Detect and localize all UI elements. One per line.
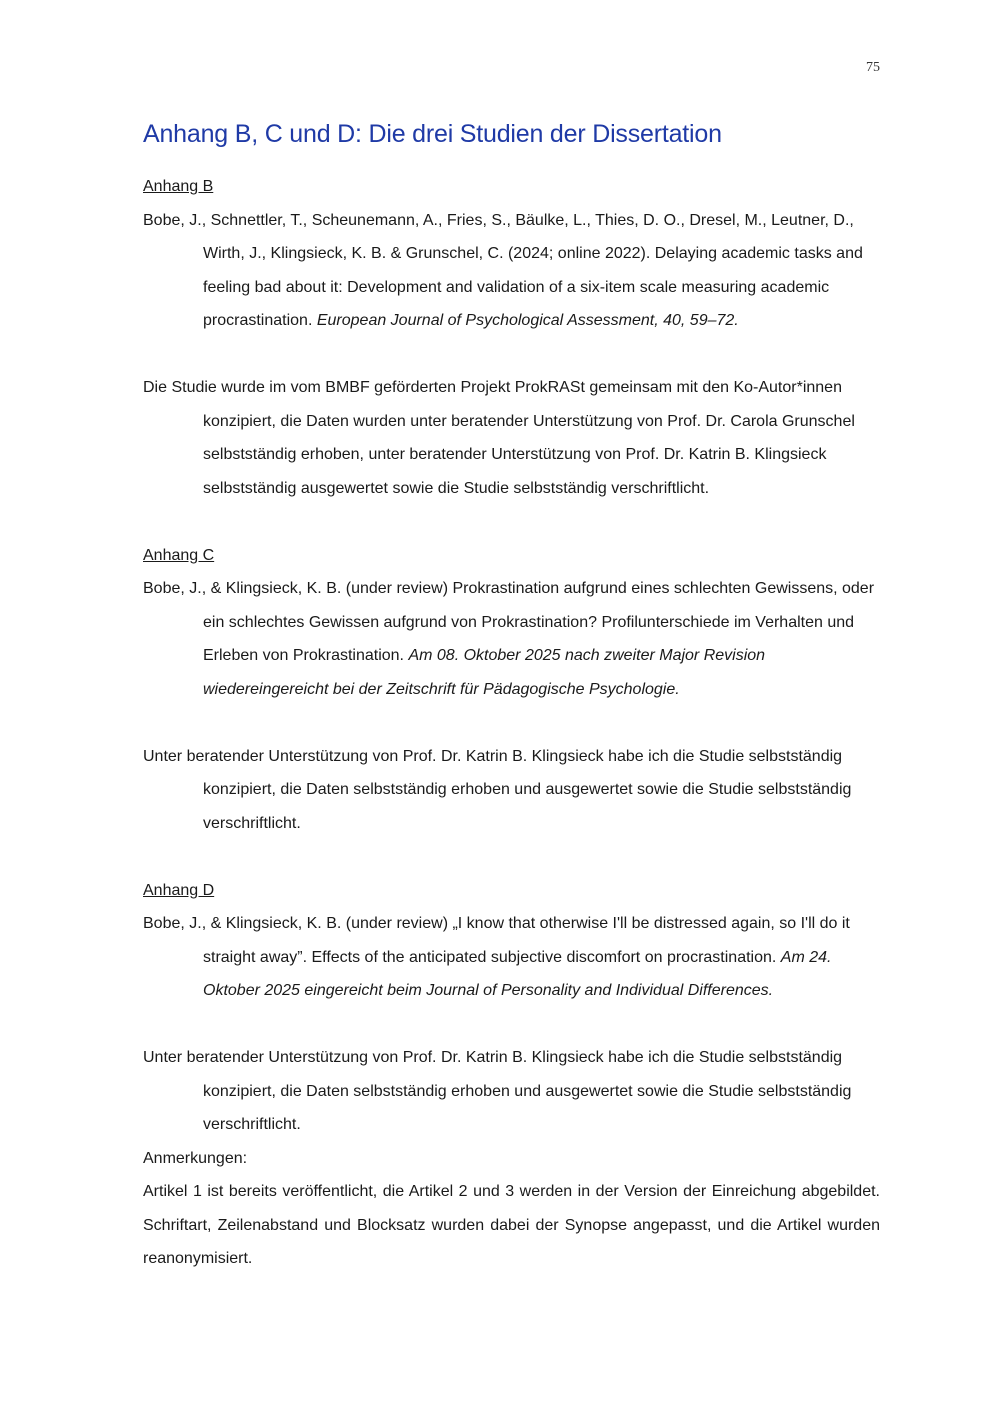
section-label-d: Anhang D [143,881,215,899]
section-label-c: Anhang C [143,546,215,564]
reference-c-text: Bobe, J., & Klingsieck, K. B. (under review) Prokrastination aufgrund eines schlechten Gewissens, oder ein schlechtes Gewissen aufgrund von Prokrastination? Profilunterschiede im Verhalten und Erleben von Prokrastination. [143,580,875,664]
reference-c [143,572,880,706]
reference-c-note: Am 08. Oktober 2025 nach zweiter Major Revision wiedereingereicht bei der Zeitschrift für Pädagogische Psychologie. [203,647,766,698]
notes-text: Artikel 1 ist bereits veröffentlicht, die Artikel 2 und 3 werden in der Version der Einreichung abgebildet. Schriftart, Zeilenabstand und Blocksatz wurden dabei der Synopse angepasst, und die Artikel wurden reanonymisiert. [143,1183,880,1267]
document-body [143,116,880,1276]
reference-b-journal: European Journal of Psychological Assessment, 40, 59–72. [316,312,739,329]
statement-c: Unter beratender Unterstützung von Prof. Dr. Katrin B. Klingsieck habe ich die Studie selbstständig konzipiert, die Daten selbstständig erhoben und ausgewertet sowie die Studie selbstständig verschriftlicht. [143,747,852,832]
page-title: Anhang B, C und D: Die drei Studien der Dissertation [143,120,722,148]
statement-d: Unter beratender Unterstützung von Prof. Dr. Katrin B. Klingsieck habe ich die Studie selbstständig konzipiert, die Daten selbstständig erhoben und ausgewertet sowie die Studie selbstständig verschriftlicht. [143,1049,852,1133]
notes-label: Anmerkungen: [143,1149,248,1167]
reference-d-text: Bobe, J., & Klingsieck, K. B. (under review) „I know that otherwise I'll be distressed again, so I'll do it straight away”. Effects of the anticipated subjective discomfort on procrastination. [143,915,850,966]
section-label-b: Anhang B [143,178,214,195]
page-number: 75 [866,60,880,75]
reference-d [143,907,880,1008]
reference-b-text: Bobe, J., Schnettler, T., Scheunemann, A., Fries, S., Bäulke, L., Thies, D. O., Dresel, M., Leutner, D., Wirth, J., Klingsieck, K. B. & Grunschel, C. (2024; online 2022). Delaying academic tasks and feeling bad about it: Development and validation of a six-item scale measuring academic procrastination. [143,211,863,329]
reference-b [143,204,880,338]
statement-b: Die Studie wurde im vom BMBF geförderten Projekt ProkRASt gemeinsam mit den Ko-Autor*innen konzipiert, die Daten wurden unter beratender Unterstützung von Prof. Dr. Carola Grunschel selbstständig erhoben, unter beratender Unterstützung von Prof. Dr. Katrin B. Klingsieck selbstständig ausgewertet sowie die Studie selbstständig verschriftlicht. [143,379,855,497]
reference-d-note: Am 24. Oktober 2025 eingereicht beim Journal of Personality and Individual Differences. [203,948,832,999]
